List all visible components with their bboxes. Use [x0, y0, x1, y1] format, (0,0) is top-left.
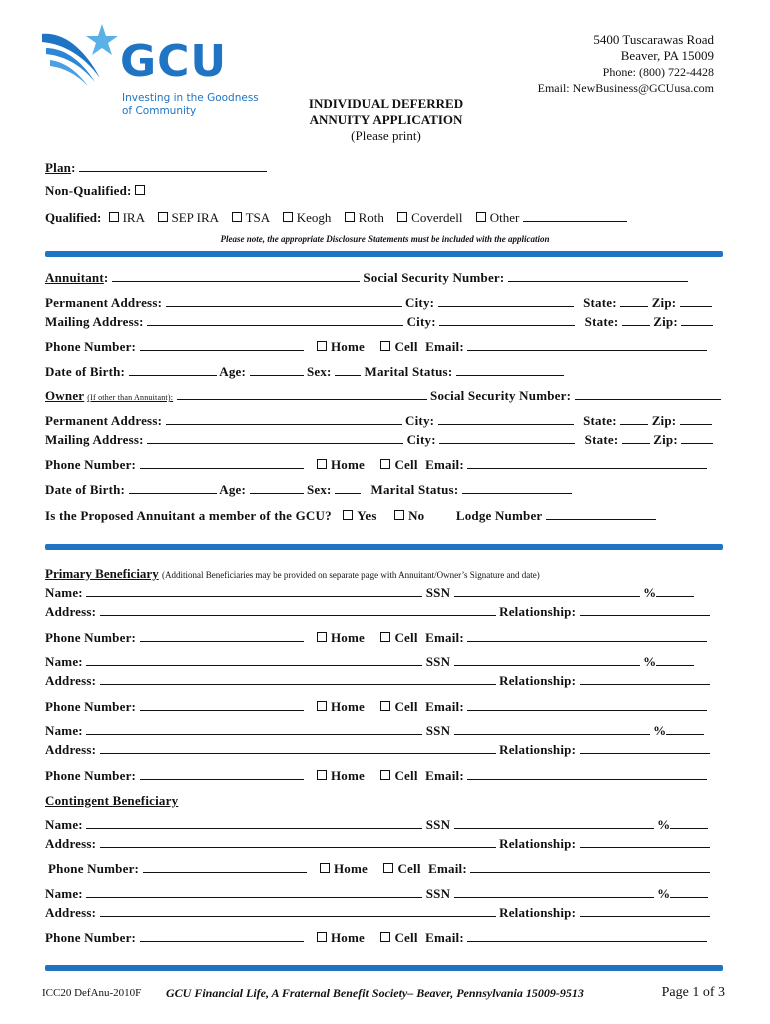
contingent-2-address-row: [45, 905, 710, 921]
owner-cell-checkbox[interactable]: [380, 459, 390, 469]
lodge-field[interactable]: [546, 509, 656, 520]
contingent-1-phone-row: [48, 861, 710, 877]
owner-dob-label: Date of Birth:: [45, 482, 126, 497]
beneficiary-2-cell-checkbox[interactable]: [380, 701, 390, 711]
contingent-2-phone-label: Phone Number:: [45, 930, 137, 945]
beneficiary-3-name-label: Name:: [45, 723, 83, 738]
owner-cell-label: Cell: [394, 457, 418, 472]
beneficiary-3-name-row: [45, 723, 704, 739]
contingent-2-address-field[interactable]: [100, 906, 496, 917]
contingent-1-address-field[interactable]: [100, 837, 496, 848]
owner-perm-city-field[interactable]: [438, 414, 574, 425]
beneficiary-3-email-label: Email:: [425, 768, 464, 783]
age-label: Age:: [219, 364, 247, 379]
owner-mail-address-label: Mailing Address:: [45, 432, 144, 447]
owner-phone-row: [45, 457, 707, 473]
contingent-2-home-checkbox[interactable]: [317, 932, 327, 942]
beneficiary-3-home-checkbox[interactable]: [317, 770, 327, 780]
other-field[interactable]: [523, 211, 627, 222]
owner-perm-zip-label: Zip:: [651, 413, 677, 428]
owner-phone-field[interactable]: [140, 458, 304, 469]
marital-field[interactable]: [456, 365, 564, 376]
owner-perm-address-row: [45, 413, 712, 429]
qualified-row: [45, 210, 627, 226]
primary-beneficiary-heading: [45, 566, 540, 582]
beneficiary-2-address-row: [45, 673, 710, 689]
contingent-1-ssn-field[interactable]: [454, 818, 654, 829]
annuitant-row: Annuitant: Social Security Number:: [45, 270, 688, 286]
beneficiary-3-email-field[interactable]: [467, 769, 707, 780]
owner-label: Owner: [45, 388, 85, 403]
mail-city-label: City:: [406, 314, 436, 329]
marital-label: Marital Status:: [364, 364, 453, 379]
mail-address-label: Mailing Address:: [45, 314, 144, 329]
owner-perm-address-field[interactable]: [166, 414, 402, 425]
beneficiary-3-relationship-label: Relationship:: [499, 742, 577, 757]
beneficiary-3-relationship-field[interactable]: [580, 743, 710, 754]
cell-checkbox[interactable]: [380, 341, 390, 351]
owner-home-label: Home: [330, 457, 365, 472]
annuitant-ssn-label: Social Security Number:: [363, 270, 505, 285]
contingent-1-cell-label: Cell: [397, 861, 421, 876]
contingent-2-home-label: Home: [330, 930, 365, 945]
member-yes-checkbox[interactable]: [343, 510, 353, 520]
dob-field[interactable]: [129, 365, 217, 376]
other-label: Other: [489, 210, 520, 225]
address-street: 5400 Tuscarawas Road: [593, 32, 714, 47]
mail-state-field[interactable]: [622, 315, 650, 326]
beneficiary-1-email-label: Email:: [425, 630, 464, 645]
contingent-1-name-field[interactable]: [86, 818, 422, 829]
contingent-2-cell-label: Cell: [394, 930, 418, 945]
contingent-1-address-label: Address:: [45, 836, 97, 851]
owner-home-checkbox[interactable]: [317, 459, 327, 469]
beneficiary-2-address-label: Address:: [45, 673, 97, 688]
contingent-2-relationship-field[interactable]: [580, 906, 710, 917]
beneficiary-1-name-field[interactable]: [86, 586, 422, 597]
contingent-1-phone-field[interactable]: [143, 862, 307, 873]
sex-label: Sex:: [306, 364, 332, 379]
contingent-1-email-label: Email:: [428, 861, 467, 876]
member-no-checkbox[interactable]: [394, 510, 404, 520]
plan-field[interactable]: [79, 161, 267, 172]
beneficiary-1-name-label: Name:: [45, 585, 83, 600]
beneficiary-3-address-field[interactable]: [100, 743, 496, 754]
contingent-2-email-label: Email:: [425, 930, 464, 945]
mail-address-field[interactable]: [147, 315, 403, 326]
contingent-1-name-row: [45, 817, 708, 833]
contingent-2-cell-checkbox[interactable]: [380, 932, 390, 942]
contingent-1-relationship-field[interactable]: [580, 837, 710, 848]
title-line-3: (Please print): [351, 128, 421, 143]
beneficiary-1-address-field[interactable]: [100, 605, 496, 616]
beneficiary-3-address-row: [45, 742, 710, 758]
contingent-1-phone-label: Phone Number:: [48, 861, 140, 876]
beneficiary-2-ssn-field[interactable]: [454, 655, 640, 666]
beneficiary-2-phone-field[interactable]: [140, 700, 304, 711]
primary-beneficiary-label: Primary Beneficiary: [45, 566, 159, 581]
contingent-2-name-label: Name:: [45, 886, 83, 901]
beneficiary-1-home-checkbox[interactable]: [317, 632, 327, 642]
contingent-1-email-field[interactable]: [470, 862, 710, 873]
ira-label: IRA: [122, 210, 145, 225]
annuitant-name-field[interactable]: [112, 271, 360, 282]
owner-age-label: Age:: [219, 482, 247, 497]
perm-state-label: State:: [583, 295, 617, 310]
section-divider-2: [45, 544, 723, 550]
annuitant-dob-row: [45, 364, 564, 380]
contingent-1-home-checkbox[interactable]: [320, 863, 330, 873]
owner-mail-zip-field[interactable]: [681, 433, 713, 444]
contingent-2-pct-label: %: [657, 886, 671, 901]
beneficiary-1-relationship-label: Relationship:: [499, 604, 577, 619]
gcu-logo: [40, 22, 270, 122]
footer-divider: [45, 965, 723, 971]
dob-label: Date of Birth:: [45, 364, 126, 379]
beneficiary-1-address-label: Address:: [45, 604, 97, 619]
beneficiary-3-phone-label: Phone Number:: [45, 768, 137, 783]
owner-ssn-field[interactable]: [575, 389, 721, 400]
tsa-label: TSA: [245, 210, 270, 225]
owner-row: [45, 388, 721, 404]
annuitant-ssn-field[interactable]: [508, 271, 688, 282]
contingent-2-phone-row: [45, 930, 707, 946]
lodge-label: Lodge Number: [455, 508, 543, 523]
owner-mail-city-field[interactable]: [439, 433, 575, 444]
beneficiary-3-pct-field[interactable]: [666, 724, 704, 735]
qualified-label: Qualified:: [45, 210, 102, 225]
disclosure-note: Please note, the appropriate Disclosure Statements must be included with the application: [220, 234, 550, 244]
owner-mail-state-label: State:: [584, 432, 619, 447]
page-number: Page 1 of 3: [661, 985, 725, 1000]
owner-age-field[interactable]: [250, 483, 304, 494]
beneficiary-3-phone-field[interactable]: [140, 769, 304, 780]
nonqualified-checkbox[interactable]: [135, 185, 145, 195]
beneficiary-1-email-field[interactable]: [467, 631, 707, 642]
nonqualified-label: Non-Qualified:: [45, 183, 132, 198]
beneficiary-2-cell-label: Cell: [394, 699, 418, 714]
owner-phone-label: Phone Number:: [45, 457, 137, 472]
beneficiary-1-name-row: [45, 585, 694, 601]
beneficiary-2-name-label: Name:: [45, 654, 83, 669]
logo-wordmark: GCU: [120, 36, 228, 87]
beneficiary-3-cell-checkbox[interactable]: [380, 770, 390, 780]
owner-perm-city-label: City:: [405, 413, 435, 428]
owner-marital-field[interactable]: [462, 483, 572, 494]
contingent-1-relationship-label: Relationship:: [499, 836, 577, 851]
beneficiary-2-pct-field[interactable]: [656, 655, 694, 666]
owner-dob-row: [45, 482, 572, 498]
member-question-row: [45, 508, 656, 524]
primary-beneficiary-note: (Additional Beneficiaries may be provided on separate page with Annuitant/Owner’s Signature and date): [161, 570, 540, 580]
contingent-1-pct-field[interactable]: [670, 818, 708, 829]
beneficiary-2-home-label: Home: [330, 699, 365, 714]
beneficiary-1-phone-field[interactable]: [140, 631, 304, 642]
beneficiary-2-relationship-label: Relationship:: [499, 673, 577, 688]
contingent-2-email-field[interactable]: [467, 931, 707, 942]
mail-state-label: State:: [584, 314, 619, 329]
perm-zip-label: Zip:: [651, 295, 677, 310]
contingent-1-cell-checkbox[interactable]: [383, 863, 393, 873]
perm-zip-field[interactable]: [680, 296, 712, 307]
mail-zip-field[interactable]: [681, 315, 713, 326]
footer-company: GCU Financial Life, A Fraternal Benefit Society– Beaver, Pennsylvania 15009-9513: [166, 986, 584, 1000]
beneficiary-3-ssn-label: SSN: [425, 723, 451, 738]
home-label: Home: [330, 339, 365, 354]
contingent-2-address-label: Address:: [45, 905, 97, 920]
title-line-1: INDIVIDUAL DEFERRED: [308, 96, 464, 111]
sep-ira-checkbox[interactable]: [158, 212, 168, 222]
owner-ssn-label: Social Security Number:: [430, 388, 572, 403]
keogh-label: Keogh: [296, 210, 332, 225]
beneficiary-1-ssn-field[interactable]: [454, 586, 640, 597]
coverdell-label: Coverdell: [411, 210, 463, 225]
coverdell-checkbox[interactable]: [397, 212, 407, 222]
sex-field[interactable]: [335, 365, 361, 376]
tsa-checkbox[interactable]: [232, 212, 242, 222]
annuitant-label: Annuitant: [45, 270, 104, 285]
logo-tagline-2: of Community: [122, 105, 197, 117]
beneficiary-2-address-field[interactable]: [100, 674, 496, 685]
owner-mail-city-label: City:: [406, 432, 436, 447]
beneficiary-3-address-label: Address:: [45, 742, 97, 757]
owner-dob-field[interactable]: [129, 483, 217, 494]
contingent-beneficiary-heading: Contingent Beneficiary: [45, 793, 179, 808]
roth-label: Roth: [358, 210, 384, 225]
perm-address-label: Permanent Address:: [45, 295, 163, 310]
cell-label: Cell: [394, 339, 418, 354]
beneficiary-2-ssn-label: SSN: [425, 654, 451, 669]
beneficiary-1-cell-label: Cell: [394, 630, 418, 645]
owner-sex-field[interactable]: [335, 483, 361, 494]
beneficiary-3-pct-label: %: [653, 723, 667, 738]
form-id: ICC20 DefAnu-2010F: [42, 987, 142, 999]
beneficiary-3-cell-label: Cell: [394, 768, 418, 783]
perm-address-field[interactable]: [166, 296, 402, 307]
form-title: [296, 96, 476, 144]
contingent-2-pct-field[interactable]: [670, 887, 708, 898]
address-email: Email: NewBusiness@GCUusa.com: [537, 81, 714, 95]
owner-mail-state-field[interactable]: [622, 433, 650, 444]
title-line-2: ANNUITY APPLICATION: [309, 112, 463, 127]
beneficiary-1-relationship-field[interactable]: [580, 605, 710, 616]
phone-label: Phone Number:: [45, 339, 137, 354]
ira-checkbox[interactable]: [109, 212, 119, 222]
logo-tagline-1: Investing in the Goodness: [122, 92, 259, 104]
contingent-1-address-row: [45, 836, 710, 852]
age-field[interactable]: [250, 365, 304, 376]
owner-perm-zip-field[interactable]: [680, 414, 712, 425]
beneficiary-2-phone-row: [45, 699, 707, 715]
owner-mail-address-row: [45, 432, 713, 448]
beneficiary-3-home-label: Home: [330, 768, 365, 783]
perm-state-field[interactable]: [620, 296, 648, 307]
email-label: Email:: [425, 339, 464, 354]
annuitant-phone-row: [45, 339, 707, 355]
beneficiary-2-relationship-field[interactable]: [580, 674, 710, 685]
owner-name-field[interactable]: [177, 389, 427, 400]
beneficiary-1-pct-label: %: [643, 585, 657, 600]
annuitant-perm-address-row: [45, 295, 712, 311]
owner-email-label: Email:: [425, 457, 464, 472]
beneficiary-3-ssn-field[interactable]: [454, 724, 650, 735]
section-divider-1: [45, 251, 723, 257]
owner-email-field[interactable]: [467, 458, 707, 469]
beneficiary-3-phone-row: [45, 768, 707, 784]
beneficiary-2-home-checkbox[interactable]: [317, 701, 327, 711]
other-checkbox[interactable]: [476, 212, 486, 222]
keogh-checkbox[interactable]: [283, 212, 293, 222]
contingent-1-name-label: Name:: [45, 817, 83, 832]
beneficiary-2-email-field[interactable]: [467, 700, 707, 711]
beneficiary-1-ssn-label: SSN: [425, 585, 451, 600]
beneficiary-1-pct-field[interactable]: [656, 586, 694, 597]
beneficiary-2-name-field[interactable]: [86, 655, 422, 666]
contingent-1-pct-label: %: [657, 817, 671, 832]
owner-perm-state-label: State:: [583, 413, 617, 428]
owner-mail-address-field[interactable]: [147, 433, 403, 444]
contingent-2-name-field[interactable]: [86, 887, 422, 898]
beneficiary-3-name-field[interactable]: [86, 724, 422, 735]
plan-label: Plan: [45, 160, 72, 175]
address-city: Beaver, PA 15009: [620, 48, 714, 63]
beneficiary-1-address-row: [45, 604, 710, 620]
member-yes-label: Yes: [357, 508, 377, 523]
perm-city-label: City:: [405, 295, 435, 310]
roth-checkbox[interactable]: [345, 212, 355, 222]
contingent-1-home-label: Home: [333, 861, 368, 876]
beneficiary-1-cell-checkbox[interactable]: [380, 632, 390, 642]
logo-swoosh-icon: [40, 22, 120, 92]
beneficiary-2-name-row: [45, 654, 694, 670]
mail-zip-label: Zip:: [653, 314, 678, 329]
owner-qualifier: (If other than Annuitant):: [87, 393, 174, 402]
contingent-2-phone-field[interactable]: [140, 931, 304, 942]
email-field[interactable]: [467, 340, 707, 351]
owner-marital-label: Marital Status:: [370, 482, 459, 497]
mail-city-field[interactable]: [439, 315, 575, 326]
owner-perm-address-label: Permanent Address:: [45, 413, 163, 428]
contingent-2-name-row: [45, 886, 708, 902]
contingent-2-ssn-label: SSN: [425, 886, 451, 901]
owner-sex-label: Sex:: [306, 482, 332, 497]
contingent-1-ssn-label: SSN: [425, 817, 451, 832]
home-checkbox[interactable]: [317, 341, 327, 351]
owner-perm-state-field[interactable]: [620, 414, 648, 425]
plan-row: Plan:: [45, 160, 267, 176]
perm-city-field[interactable]: [438, 296, 574, 307]
member-question: Is the Proposed Annuitant a member of the GCU?: [45, 508, 332, 523]
annuitant-mail-address-row: [45, 314, 713, 330]
owner-mail-zip-label: Zip:: [653, 432, 678, 447]
company-address: [538, 32, 714, 96]
beneficiary-1-phone-label: Phone Number:: [45, 630, 137, 645]
beneficiary-2-phone-label: Phone Number:: [45, 699, 137, 714]
beneficiary-1-phone-row: [45, 630, 707, 646]
sep-ira-label: SEP IRA: [171, 210, 219, 225]
beneficiary-2-email-label: Email:: [425, 699, 464, 714]
contingent-2-relationship-label: Relationship:: [499, 905, 577, 920]
address-phone: Phone: (800) 722-4428: [602, 65, 714, 79]
member-no-label: No: [408, 508, 425, 523]
contingent-2-ssn-field[interactable]: [454, 887, 654, 898]
beneficiary-2-pct-label: %: [643, 654, 657, 669]
beneficiary-1-home-label: Home: [330, 630, 365, 645]
nonqualified-row: [45, 183, 149, 199]
phone-field[interactable]: [140, 340, 304, 351]
